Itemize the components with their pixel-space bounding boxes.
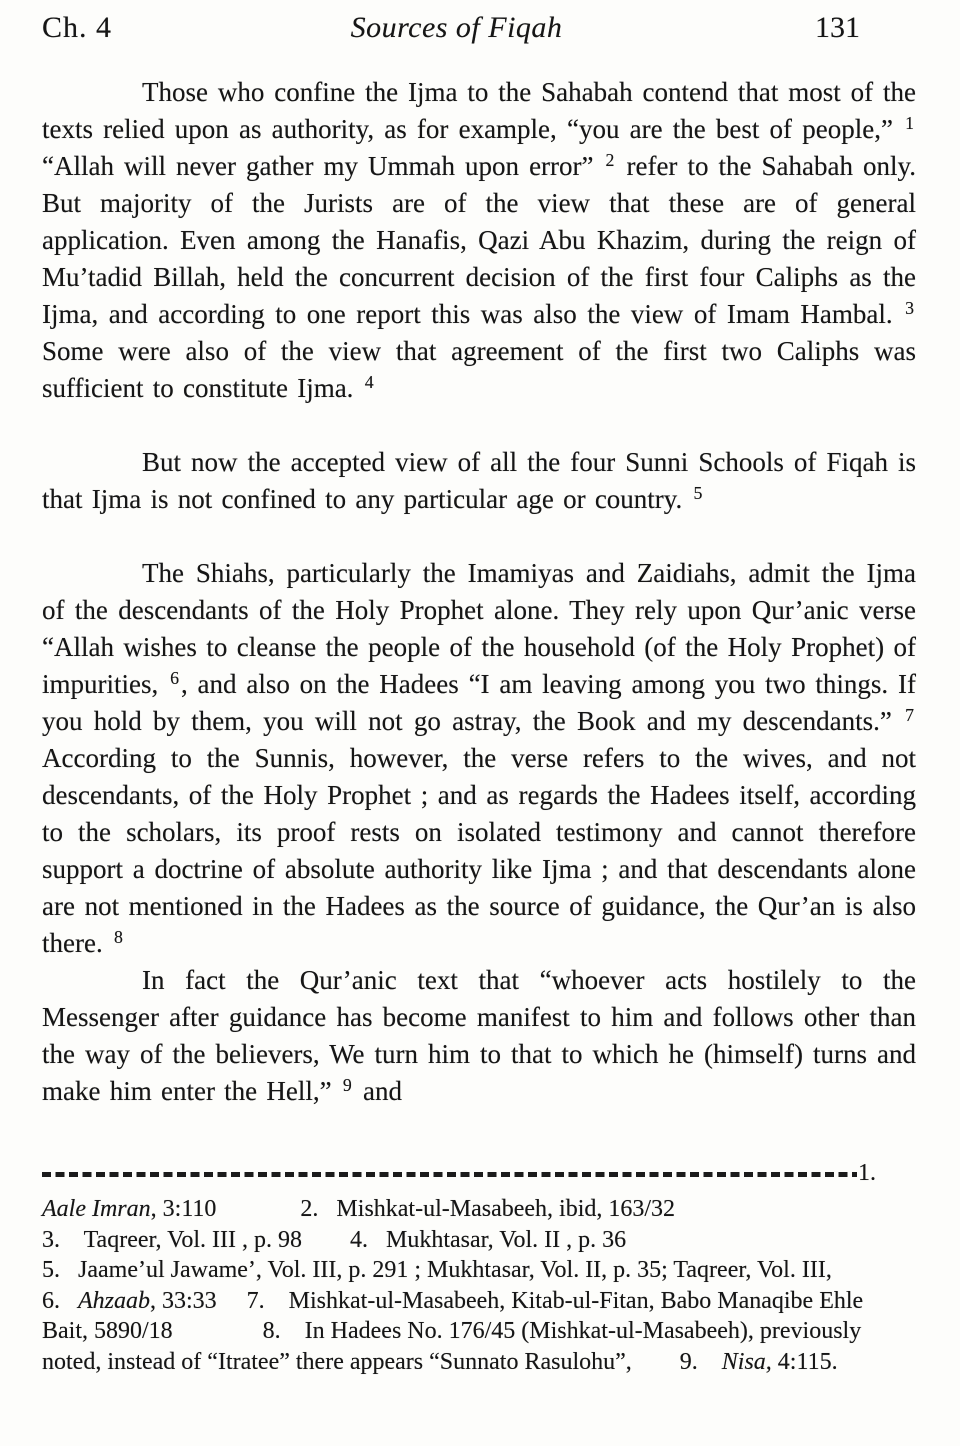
footnote-marker: 5 bbox=[693, 483, 703, 503]
paragraph: The Shiahs, particularly the Imamiyas and Zaidiahs, admit the Ijma of the descendants of the Holy Prophet alone. They rely upon Qur’anic verse “Allah wishes to cleanse the people of the household (of the Holy Prophet) of impurities, $^6$, and also on the Hadees “I am leaving among you two things. If you hold by them, you will not go astray, the Book and my descendants.” $^7$ According to the Sunnis, however, the verse refers to the wives, and not descendants, of the Holy Prophet ; and as regards the Hadees itself, according to the scholars, its proof rests on isolated testimony and cannot therefore support a doctrine of absolute authority like Ijma ; and that descendants alone are not mentioned in the Hadees as the source of guidance, the Qur’an is also there. $^8$ bbox=[42, 558, 916, 958]
footnotes-section bbox=[42, 1158, 916, 1377]
footnote-line: 6. Ahzaab, 33:33 7. Mishkat-ul-Masabeeh, Kitab-ul-Fitan, Babo Manaqibe Ehle bbox=[42, 1287, 864, 1314]
body-text bbox=[42, 74, 916, 1110]
footnote-marker: 8 bbox=[113, 927, 123, 947]
footnote-marker: 9 bbox=[342, 1075, 352, 1095]
footnote-lines bbox=[42, 1194, 916, 1377]
footnote-1-marker: 1. bbox=[858, 1159, 876, 1186]
page-header bbox=[42, 8, 915, 52]
footnote-line: 3. Taqreer, Vol. III , p. 98 4. Mukhtasar, Vol. II , p. 36 bbox=[42, 1226, 627, 1253]
paragraph: Those who confine the Ijma to the Sahabah contend that most of the texts relied upon as authority, as for example, “you are the best of people,” $^1$ “Allah will never gather my Ummah upon error” $^2$ refer to the Sahabah only. But majority of the Jurists are of the view that these are of general application. Even among the Hanafis, Qazi Abu Khazim, during the reign of Mu’tadid Billah, held the concurrent decision of the first four Caliphs as the Ijma, and according to one report this was also the view of Imam Hambal. $^3$ Some were also of the view that agreement of the first two Caliphs was sufficient to constitute Ijma. $^4$ bbox=[42, 77, 916, 403]
footnote-marker: 7 bbox=[905, 705, 914, 725]
footnote-marker: 1 bbox=[905, 113, 914, 133]
paragraph: But now the accepted view of all the four Sunni Schools of Fiqah is that Ijma is not confined to any particular age or country. $^5$ bbox=[42, 447, 916, 514]
paragraph: In fact the Qur’anic text that “whoever acts hostilely to the Messenger after guidance has become manifest to him and follows other than the way of the believers, We turn him to that to which he (himself) turns and make him enter the Hell,” $^9$ and bbox=[42, 965, 916, 1106]
footnote-line: 5. Jaame’ul Jawame’, Vol. III, p. 291 ; Mukhtasar, Vol. II, p. 35; Taqreer, Vol. III, bbox=[42, 1257, 832, 1283]
page-title: Sources of Fiqah bbox=[350, 11, 563, 44]
footnote-line: Aale Imran, 3:110 2. Mishkat-ul-Masabeeh, ibid, 163/32 bbox=[42, 1196, 676, 1222]
footnote-line: Bait, 5890/18 8. In Hadees No. 176/45 (Mishkat-ul-Masabeeh), previously bbox=[42, 1318, 862, 1344]
footnote-separator bbox=[42, 1158, 916, 1188]
chapter-label: Ch. 4 bbox=[42, 11, 113, 44]
footnote-marker: 4 bbox=[364, 372, 374, 392]
footnote-marker: 2 bbox=[605, 150, 615, 170]
separator-dashes-line bbox=[42, 1172, 857, 1177]
page-number: 131 bbox=[815, 11, 860, 44]
footnote-marker: 6 bbox=[170, 668, 179, 688]
footnote-line: noted, instead of “Itratee” there appears “Sunnato Rasulohu”, 9. Nisa, 4:115. bbox=[42, 1348, 838, 1375]
footnote-marker: 3 bbox=[905, 298, 914, 318]
